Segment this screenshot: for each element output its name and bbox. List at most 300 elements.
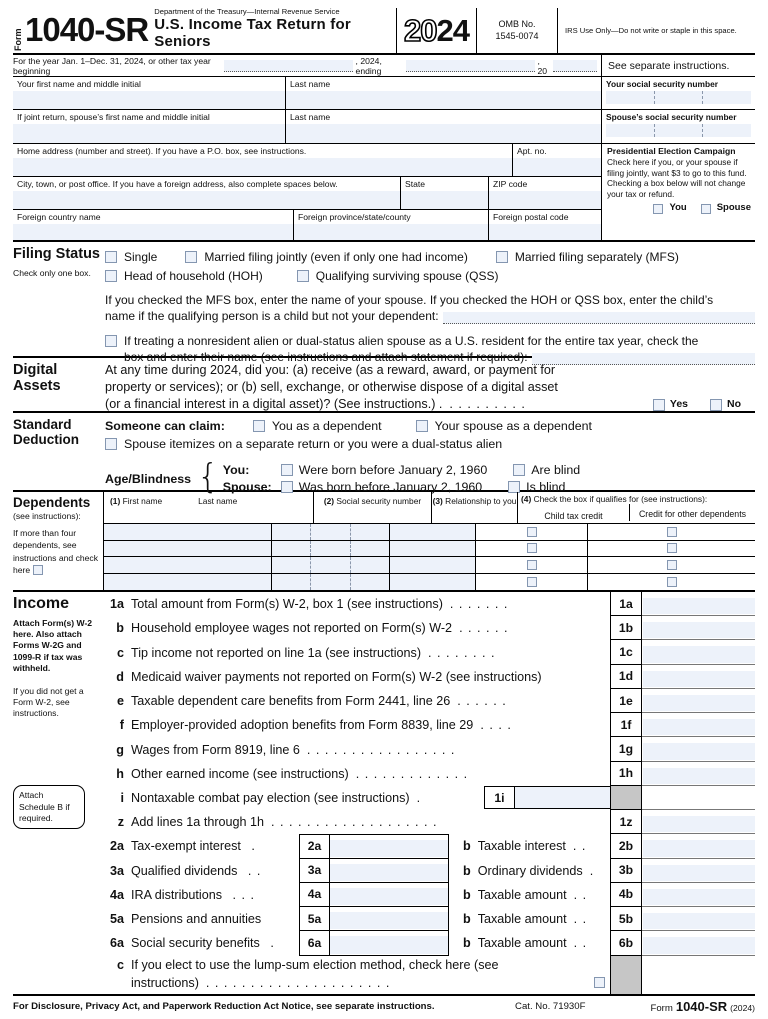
dep-col-qualifies-header	[518, 492, 755, 523]
address-row	[13, 144, 601, 177]
line-5a-number: 5a	[109, 912, 124, 927]
apt-no-input[interactable]	[513, 158, 601, 176]
form-title: U.S. Income Tax Return for Seniors	[154, 16, 351, 50]
dep4-name-input[interactable]	[104, 574, 272, 590]
col2-label: Social security number	[336, 496, 422, 506]
nra-note-line1: If treating a nonresident alien or dual-status alien spouse as a U.S. resident for the entire tax year, check the	[124, 334, 699, 348]
line-5b-text: Taxable amount	[477, 912, 567, 927]
mfs-label: Married filing separately (MFS)	[514, 249, 679, 264]
digital-assets-heading-1: Digital	[13, 362, 58, 378]
standard-deduction-heading-2: Deduction	[13, 432, 79, 448]
line-1f-text: Employer-provided adoption benefits from Form 8839, line 29	[131, 718, 474, 733]
line-6a-box: 6a	[300, 931, 330, 954]
dep3-ssn-input[interactable]	[272, 557, 390, 573]
income-line-5a: 5a Pensions and annuities 5a b Taxable amount . . 5b	[103, 907, 755, 931]
line-3b-box: 3b	[610, 859, 642, 883]
dep1-ssn-input[interactable]	[272, 524, 390, 540]
line-1h-number: h	[116, 766, 124, 781]
catalog-number: Cat. No. 71930F	[515, 1000, 586, 1012]
line-1z-amount[interactable]	[642, 810, 755, 834]
line-6a-mid	[299, 931, 449, 955]
qualifying-person-input[interactable]	[443, 312, 755, 324]
line-5a-mid	[299, 907, 449, 931]
pec-spouse-checkbox[interactable]	[701, 204, 711, 214]
dep1-ctc-checkbox[interactable]	[527, 527, 537, 537]
line-1h-box: 1h	[610, 762, 642, 786]
line-5b-amount[interactable]	[642, 907, 755, 931]
disclosure-notice: For Disclosure, Privacy Act, and Paperwork Reduction Act Notice, see separate instructions.	[13, 1000, 435, 1012]
dependents-table	[103, 492, 755, 590]
footer-form-id: Form 1040-SR (2024)	[650, 998, 755, 1014]
line-4b-box: 4b	[610, 883, 642, 907]
foreign-postal-cell	[489, 210, 601, 240]
you-blind-checkbox[interactable]	[513, 464, 525, 476]
qss-label: Qualifying surviving spouse (QSS)	[315, 268, 499, 283]
line-1b-box: 1b	[610, 616, 642, 640]
line-1i-shaded-box	[610, 786, 642, 810]
standard-deduction-section	[13, 413, 755, 497]
foreign-country-cell	[13, 210, 294, 240]
spouse-blind-label: Is blind	[526, 480, 566, 494]
state-label: State	[405, 179, 426, 189]
income-side	[13, 592, 103, 994]
line-6b-box: 6b	[610, 931, 642, 955]
city-input[interactable]	[13, 191, 400, 209]
year-solid: 24	[436, 12, 469, 48]
dep3-cod-checkbox[interactable]	[667, 560, 677, 570]
home-address-label: Home address (number and street). If you have a P.O. box, see instructions.	[17, 146, 307, 156]
mfs-checkbox[interactable]	[496, 251, 508, 263]
spouse-name-row	[13, 110, 601, 144]
digital-assets-line2: property or services); or (b) sell, exchange, or otherwise dispose of a digital asset	[105, 380, 558, 394]
foreign-country-input[interactable]	[13, 224, 293, 240]
pec-body: Check here if you, or your spouse if filing jointly, want $3 to go to this fund. Checking a box below will not change your tax or refund.	[607, 157, 747, 199]
see-separate-instructions: See separate instructions.	[602, 55, 755, 77]
line-1e-box: 1e	[610, 689, 642, 713]
mfs-note	[105, 292, 755, 324]
filing-status-row1	[105, 247, 755, 266]
line-1c-number: c	[116, 645, 124, 660]
nra-note-line2: box and enter their name (see instructions and attach statement if required):	[124, 350, 528, 364]
income-line-2a: 2a Tax-exempt interest . 2a b Taxable interest . . 2b	[103, 834, 755, 858]
dep4-ctc-checkbox[interactable]	[527, 577, 537, 587]
presidential-election-campaign	[602, 144, 755, 240]
col3-prefix: (3)	[432, 496, 443, 506]
income-line-1z: z Add lines 1a through 1h . . . . . . . . . . . . . . . . . . . 1z	[103, 810, 755, 834]
you-as-dependent-label: You as a dependent	[271, 418, 382, 433]
line-2a-box: 2a	[300, 835, 330, 857]
line-5a-box: 5a	[300, 907, 330, 930]
income-line-6c: c If you elect to use the lump-sum election method, check here (see instructions) . . . . . . . . . . . . . . . . . . . . .	[103, 956, 755, 995]
line-2b-amount[interactable]	[642, 834, 755, 858]
line-3b-amount[interactable]	[642, 859, 755, 883]
first-name-label: Your first name and middle initial	[17, 79, 141, 89]
digital-assets-yes-checkbox[interactable]	[653, 399, 665, 411]
identity-left	[13, 55, 601, 240]
dependents-side	[13, 492, 103, 590]
line-1a-number: 1a	[109, 597, 124, 612]
standard-deduction-heading-1: Standard	[13, 417, 72, 432]
income-line-1a: 1a Total amount from Form(s) W-2, box 1 (see instructions) . . . . . . . 1a	[103, 592, 755, 616]
omb-line1: OMB No.	[498, 19, 536, 30]
line-6b-amount[interactable]	[642, 931, 755, 955]
line-6c-number: c	[116, 957, 124, 972]
last-name-label: Last name	[290, 79, 331, 89]
single-checkbox[interactable]	[105, 251, 117, 263]
your-ssn-label: Your social security number	[606, 79, 719, 89]
line-1c-box: 1c	[610, 640, 642, 664]
digital-assets-question: (or a financial interest in a digital asset)? (See instructions.) .	[105, 397, 443, 411]
dependent-row-2	[104, 540, 755, 557]
income-line-1f: f Employer-provided adoption benefits from Form 8839, line 29 . . . . 1f	[103, 713, 755, 737]
home-address-cell	[13, 144, 513, 177]
spouse-as-dependent-checkbox[interactable]	[416, 420, 428, 432]
col4-label: Check the box if qualifies for (see instructions):	[533, 494, 708, 504]
first-name-cell	[13, 77, 286, 110]
lump-sum-checkbox[interactable]	[594, 977, 605, 988]
line-4a-number: 4a	[109, 887, 124, 902]
income-line-1c: c Tip income not reported on line 1a (see instructions) . . . . . . . . 1c	[103, 640, 755, 664]
line-1b-amount[interactable]	[642, 616, 755, 640]
line-1e-amount[interactable]	[642, 689, 755, 713]
tax-year-prefix: For the year Jan. 1–Dec. 31, 2024, or other tax year beginning	[13, 55, 211, 76]
filing-status-row2	[105, 266, 755, 285]
line-1e-number: e	[116, 694, 124, 709]
dep1-name-input[interactable]	[104, 524, 272, 540]
dep4-cod-checkbox[interactable]	[667, 577, 677, 587]
first-name-input[interactable]	[13, 91, 285, 109]
income-section	[13, 592, 755, 996]
line-6a-amount[interactable]	[330, 931, 448, 954]
col1-prefix: (1)	[110, 496, 121, 506]
more-than-four-checkbox[interactable]	[33, 565, 43, 575]
income-line-6a: 6a Social security benefits . 6a b Taxable amount . . 6b	[103, 931, 755, 955]
you-blind-label: Are blind	[531, 463, 581, 477]
line-1a-text: Total amount from Form(s) W-2, box 1 (see instructions)	[131, 597, 443, 612]
zip-input[interactable]	[489, 191, 601, 209]
age-blindness-lines	[223, 462, 580, 496]
qss-checkbox[interactable]	[297, 270, 309, 282]
spouse-as-dependent-label: Your spouse as a dependent	[434, 418, 592, 433]
line-3a-mid	[299, 859, 449, 883]
year-outline: 20	[404, 12, 437, 48]
standard-deduction-side	[13, 413, 103, 490]
tax-year-beginning-input[interactable]	[224, 60, 352, 72]
foreign-row	[13, 210, 601, 240]
you-label: You:	[222, 463, 250, 477]
spouse-itemizes-checkbox[interactable]	[105, 438, 117, 450]
line-1g-text: Wages from Form 8919, line 6	[131, 742, 300, 757]
form-word: Form	[13, 28, 23, 51]
home-address-input[interactable]	[13, 158, 512, 176]
city-label: City, town, or post office. If you have a foreign address, also complete spaces below.	[17, 179, 338, 189]
no-w2-note: If you did not get a Form W-2, see instructions.	[13, 685, 84, 719]
income-line-3a: 3a Qualified dividends . . 3a b Ordinary dividends . 3b	[103, 859, 755, 883]
irs-use-only-note: IRS Use Only—Do not write or staple in this space.	[557, 8, 755, 53]
line-6c-shaded-box	[610, 956, 642, 995]
identity-right	[601, 55, 755, 240]
filing-status-note: Check only one box.	[13, 268, 91, 279]
spouse-first-name-label: If joint return, spouse’s first name and middle initial	[17, 112, 210, 122]
last-name-cell	[286, 77, 601, 110]
income-heading: Income	[13, 595, 70, 612]
line-4a-box: 4a	[300, 883, 330, 906]
someone-can-claim-label: Someone can claim:	[105, 418, 225, 433]
line-1c-text: Tip income not reported on line 1a (see instructions)	[131, 645, 422, 660]
single-label: Single	[124, 249, 158, 264]
line-1d-amount[interactable]	[642, 665, 755, 689]
yes-label: Yes	[669, 398, 688, 410]
line-1a-box: 1a	[610, 592, 642, 616]
spouse-born-label: Was born before January 2, 1960	[298, 480, 483, 494]
col1-first-label: First name	[122, 496, 163, 506]
zip-label: ZIP code	[493, 179, 528, 189]
col3-label: Relationship to you	[445, 496, 517, 506]
line-1d-box: 1d	[610, 665, 642, 689]
line-1d-number: d	[116, 669, 124, 684]
line-2a-number: 2a	[109, 839, 124, 854]
schedule-b-note: Attach Schedule B if required.	[13, 785, 85, 829]
spouse-itemizes-row	[105, 435, 755, 452]
line-6c-text-2: instructions)	[131, 975, 199, 990]
digital-assets-heading-2: Assets	[13, 378, 61, 395]
state-input[interactable]	[401, 191, 488, 209]
income-line-1h: h Other earned income (see instructions) . . . . . . . . . . . . . 1h	[103, 762, 755, 786]
col1-last-label: Last name	[198, 496, 238, 506]
hoh-checkbox[interactable]	[105, 270, 117, 282]
line-6c-right-cell	[642, 956, 755, 995]
dep2-name-input[interactable]	[104, 541, 272, 557]
digital-assets-dots: . . . . . . . . .	[449, 397, 526, 411]
spouse-last-name-label: Last name	[290, 112, 331, 122]
foreign-province-label: Foreign province/state/county	[298, 212, 411, 222]
last-name-input[interactable]	[286, 91, 601, 109]
you-born-label: Were born before January 2, 1960	[298, 463, 488, 477]
standard-deduction-main	[103, 413, 755, 497]
filing-status-main	[103, 242, 755, 364]
line-4a-amount[interactable]	[330, 883, 448, 906]
dep-col-relationship-header	[432, 492, 518, 523]
col2-prefix: (2)	[323, 496, 335, 506]
dependent-row-3	[104, 556, 755, 573]
line-1g-number: g	[116, 742, 124, 757]
pec-you-label: You	[669, 202, 687, 214]
income-line-1g: g Wages from Form 8919, line 6 . . . . . . . . . . . . . . . . . 1g	[103, 737, 755, 761]
dep2-ssn-input[interactable]	[272, 541, 390, 557]
line-1i-amount[interactable]	[515, 787, 610, 808]
mfs-note-line1: If you checked the MFS box, enter the name of your spouse. If you checked the HOH or QSS box, enter the child’s	[105, 293, 714, 307]
dependents-see-instructions: (see instructions):	[13, 511, 81, 521]
line-3a-number: 3a	[109, 863, 124, 878]
foreign-province-cell	[294, 210, 489, 240]
line-1e-text: Taxable dependent care benefits from Form 2441, line 26	[131, 694, 451, 709]
brace-glyph: {	[197, 457, 219, 497]
line-6b-text: Taxable amount	[477, 936, 567, 951]
filing-status-heading: Filing Status	[13, 246, 100, 262]
filing-status-section	[13, 242, 755, 364]
pec-checkboxes	[607, 202, 751, 214]
digital-assets-line1: At any time during 2024, did you: (a) receive (as a reward, award, or payment for	[105, 363, 556, 377]
city-row	[13, 177, 601, 210]
line-1f-number: f	[119, 718, 124, 733]
line-2a-amount[interactable]	[330, 835, 448, 857]
dependents-section	[13, 492, 755, 592]
dep3-relationship-input[interactable]	[390, 557, 476, 573]
income-main	[103, 592, 755, 994]
line-1z-text: Add lines 1a through 1h	[131, 815, 265, 830]
line-1b-text: Household employee wages not reported on Form(s) W-2	[131, 621, 453, 636]
more-than-four-note	[13, 527, 103, 577]
dep2-ctc-checkbox[interactable]	[527, 543, 537, 553]
line-6c-text-1: If you elect to use the lump-sum election method, check here (see	[131, 957, 499, 972]
dep3-name-input[interactable]	[104, 557, 272, 573]
dep2-cod-checkbox[interactable]	[667, 543, 677, 553]
dep1-cod-checkbox[interactable]	[667, 527, 677, 537]
you-born-checkbox[interactable]	[281, 464, 293, 476]
header-titles	[154, 8, 396, 53]
line-3b-text: Ordinary dividends	[477, 863, 583, 878]
income-line-1d	[103, 665, 755, 689]
line-1f-amount[interactable]	[642, 713, 755, 737]
line-1i-right-cell	[642, 786, 755, 810]
dependent-row-1	[104, 523, 755, 540]
page-footer	[13, 996, 755, 1016]
dep4-ssn-input[interactable]	[272, 574, 390, 590]
pec-you-checkbox[interactable]	[653, 204, 663, 214]
income-line-1i: i Nontaxable combat pay election (see instructions) . 1i	[103, 786, 755, 810]
line-1a-amount[interactable]	[642, 592, 755, 616]
digital-assets-line3	[105, 396, 755, 413]
spouse-label: Spouse:	[222, 480, 272, 494]
mfj-checkbox[interactable]	[185, 251, 197, 263]
nra-checkbox[interactable]	[105, 335, 117, 347]
line-3a-amount[interactable]	[330, 859, 448, 882]
hoh-label: Head of household (HOH)	[124, 268, 263, 283]
form-header	[13, 8, 755, 55]
digital-assets-no-checkbox[interactable]	[710, 399, 722, 411]
line-1g-box: 1g	[610, 737, 642, 761]
filing-status-side	[13, 242, 103, 356]
someone-can-claim-row	[105, 416, 755, 435]
dep1-relationship-input[interactable]	[390, 524, 476, 540]
dependents-header	[104, 492, 755, 523]
line-1d-text: Medicaid waiver payments not reported on Form(s) W-2 (see instructions)	[131, 669, 542, 684]
spouse-last-name-cell	[286, 110, 601, 144]
spouse-ssn-input[interactable]	[606, 124, 751, 137]
omb-line2: 1545-0074	[495, 30, 539, 41]
col4-prefix: (4)	[521, 494, 532, 504]
line-1z-number: z	[117, 815, 124, 830]
apt-no-cell	[513, 144, 601, 177]
more-than-four-text: If more than four dependents, see instructions and check here	[13, 528, 99, 576]
you-as-dependent-checkbox[interactable]	[253, 420, 265, 432]
digital-assets-side	[13, 358, 103, 411]
spouse-ssn-label: Spouse’s social security number	[606, 112, 737, 122]
spouse-itemizes-label: Spouse itemizes on a separate return or you were a dual-status alien	[124, 436, 503, 451]
line-1g-amount[interactable]	[642, 737, 755, 761]
line-4b-amount[interactable]	[642, 883, 755, 907]
state-cell	[401, 177, 489, 210]
tax-year-suffix: , 20	[537, 55, 548, 76]
identity-section	[13, 55, 755, 242]
income-line-1b: b Household employee wages not reported on Form(s) W-2 . . . . . . 1b	[103, 616, 755, 640]
line-2b-text: Taxable interest	[477, 839, 566, 854]
dep-col-name-header	[104, 492, 314, 523]
attach-w2-note: Attach Form(s) W-2 here. Also attach Forms W-2G and 1099-R if tax was withheld.	[13, 618, 93, 673]
spouse-last-name-input[interactable]	[286, 124, 601, 143]
line-2a-mid	[299, 834, 449, 858]
apt-no-label: Apt. no.	[517, 146, 547, 156]
tax-year-ending-input[interactable]	[406, 60, 534, 72]
zip-cell	[489, 177, 601, 210]
mfs-note-line2: name if the qualifying person is a child but not your dependent:	[105, 309, 439, 323]
tax-year-mid: , 2024, ending	[355, 55, 382, 76]
line-1i-text: Nontaxable combat pay election (see instructions)	[131, 790, 410, 805]
pec-title: Presidential Election Campaign	[607, 146, 736, 156]
dep-col-ssn-header	[314, 492, 432, 523]
line-1i-number: i	[120, 790, 124, 805]
line-1f-box: 1f	[610, 713, 642, 737]
omb-number	[477, 8, 557, 53]
dependents-heading: Dependents	[13, 495, 91, 510]
line-1h-text: Other earned income (see instructions)	[131, 766, 349, 781]
dependent-row-4	[104, 573, 755, 590]
line-2b-box: 2b	[610, 834, 642, 858]
line-1z-box: 1z	[610, 810, 642, 834]
credit-other-dependents-header: Credit for other dependents	[629, 504, 755, 521]
line-5b-box: 5b	[610, 907, 642, 931]
name-row	[13, 77, 601, 110]
pec-spouse-label: Spouse	[716, 202, 751, 214]
child-tax-credit-header: Child tax credit	[544, 510, 603, 521]
line-4b-text: Taxable amount	[477, 887, 567, 902]
line-1b-number: b	[116, 621, 124, 636]
line-4a-mid	[299, 883, 449, 907]
mfj-label: Married filing jointly (even if only one had income)	[204, 249, 468, 264]
tax-year-row	[13, 55, 601, 77]
age-blindness-label: Age/Blindness	[105, 471, 192, 486]
foreign-province-input[interactable]	[294, 224, 488, 240]
department-line: Department of the Treasury—Internal Revenue Service	[154, 7, 340, 16]
line-1h-amount[interactable]	[642, 762, 755, 786]
line-5a-amount[interactable]	[330, 907, 448, 930]
your-ssn-input[interactable]	[606, 91, 751, 104]
dep4-relationship-input[interactable]	[390, 574, 476, 590]
no-label: No	[727, 398, 741, 410]
line-3a-box: 3a	[300, 859, 330, 882]
tax-year-badge	[396, 8, 477, 53]
form-number: 1040-SR	[25, 10, 149, 48]
tax-year-yy-input[interactable]	[553, 60, 597, 72]
line-1i-inline-box	[484, 786, 610, 809]
spouse-ssn-cell	[602, 110, 755, 144]
foreign-postal-input[interactable]	[489, 224, 601, 240]
dep3-ctc-checkbox[interactable]	[527, 560, 537, 570]
spouse-first-name-input[interactable]	[13, 124, 285, 143]
dep2-relationship-input[interactable]	[390, 541, 476, 557]
line-6a-number: 6a	[109, 936, 124, 951]
city-cell	[13, 177, 401, 210]
digital-assets-main	[103, 358, 755, 411]
income-line-4a: 4a IRA distributions . . . 4a b Taxable amount . . 4b	[103, 883, 755, 907]
line-1c-amount[interactable]	[642, 640, 755, 664]
your-ssn-cell	[602, 77, 755, 110]
digital-assets-section	[13, 358, 755, 413]
income-line-1e: e Taxable dependent care benefits from Form 2441, line 26 . . . . . . 1e	[103, 689, 755, 713]
line-1i-box: 1i	[485, 787, 515, 808]
spouse-first-name-cell	[13, 110, 286, 144]
foreign-country-label: Foreign country name	[17, 212, 101, 222]
